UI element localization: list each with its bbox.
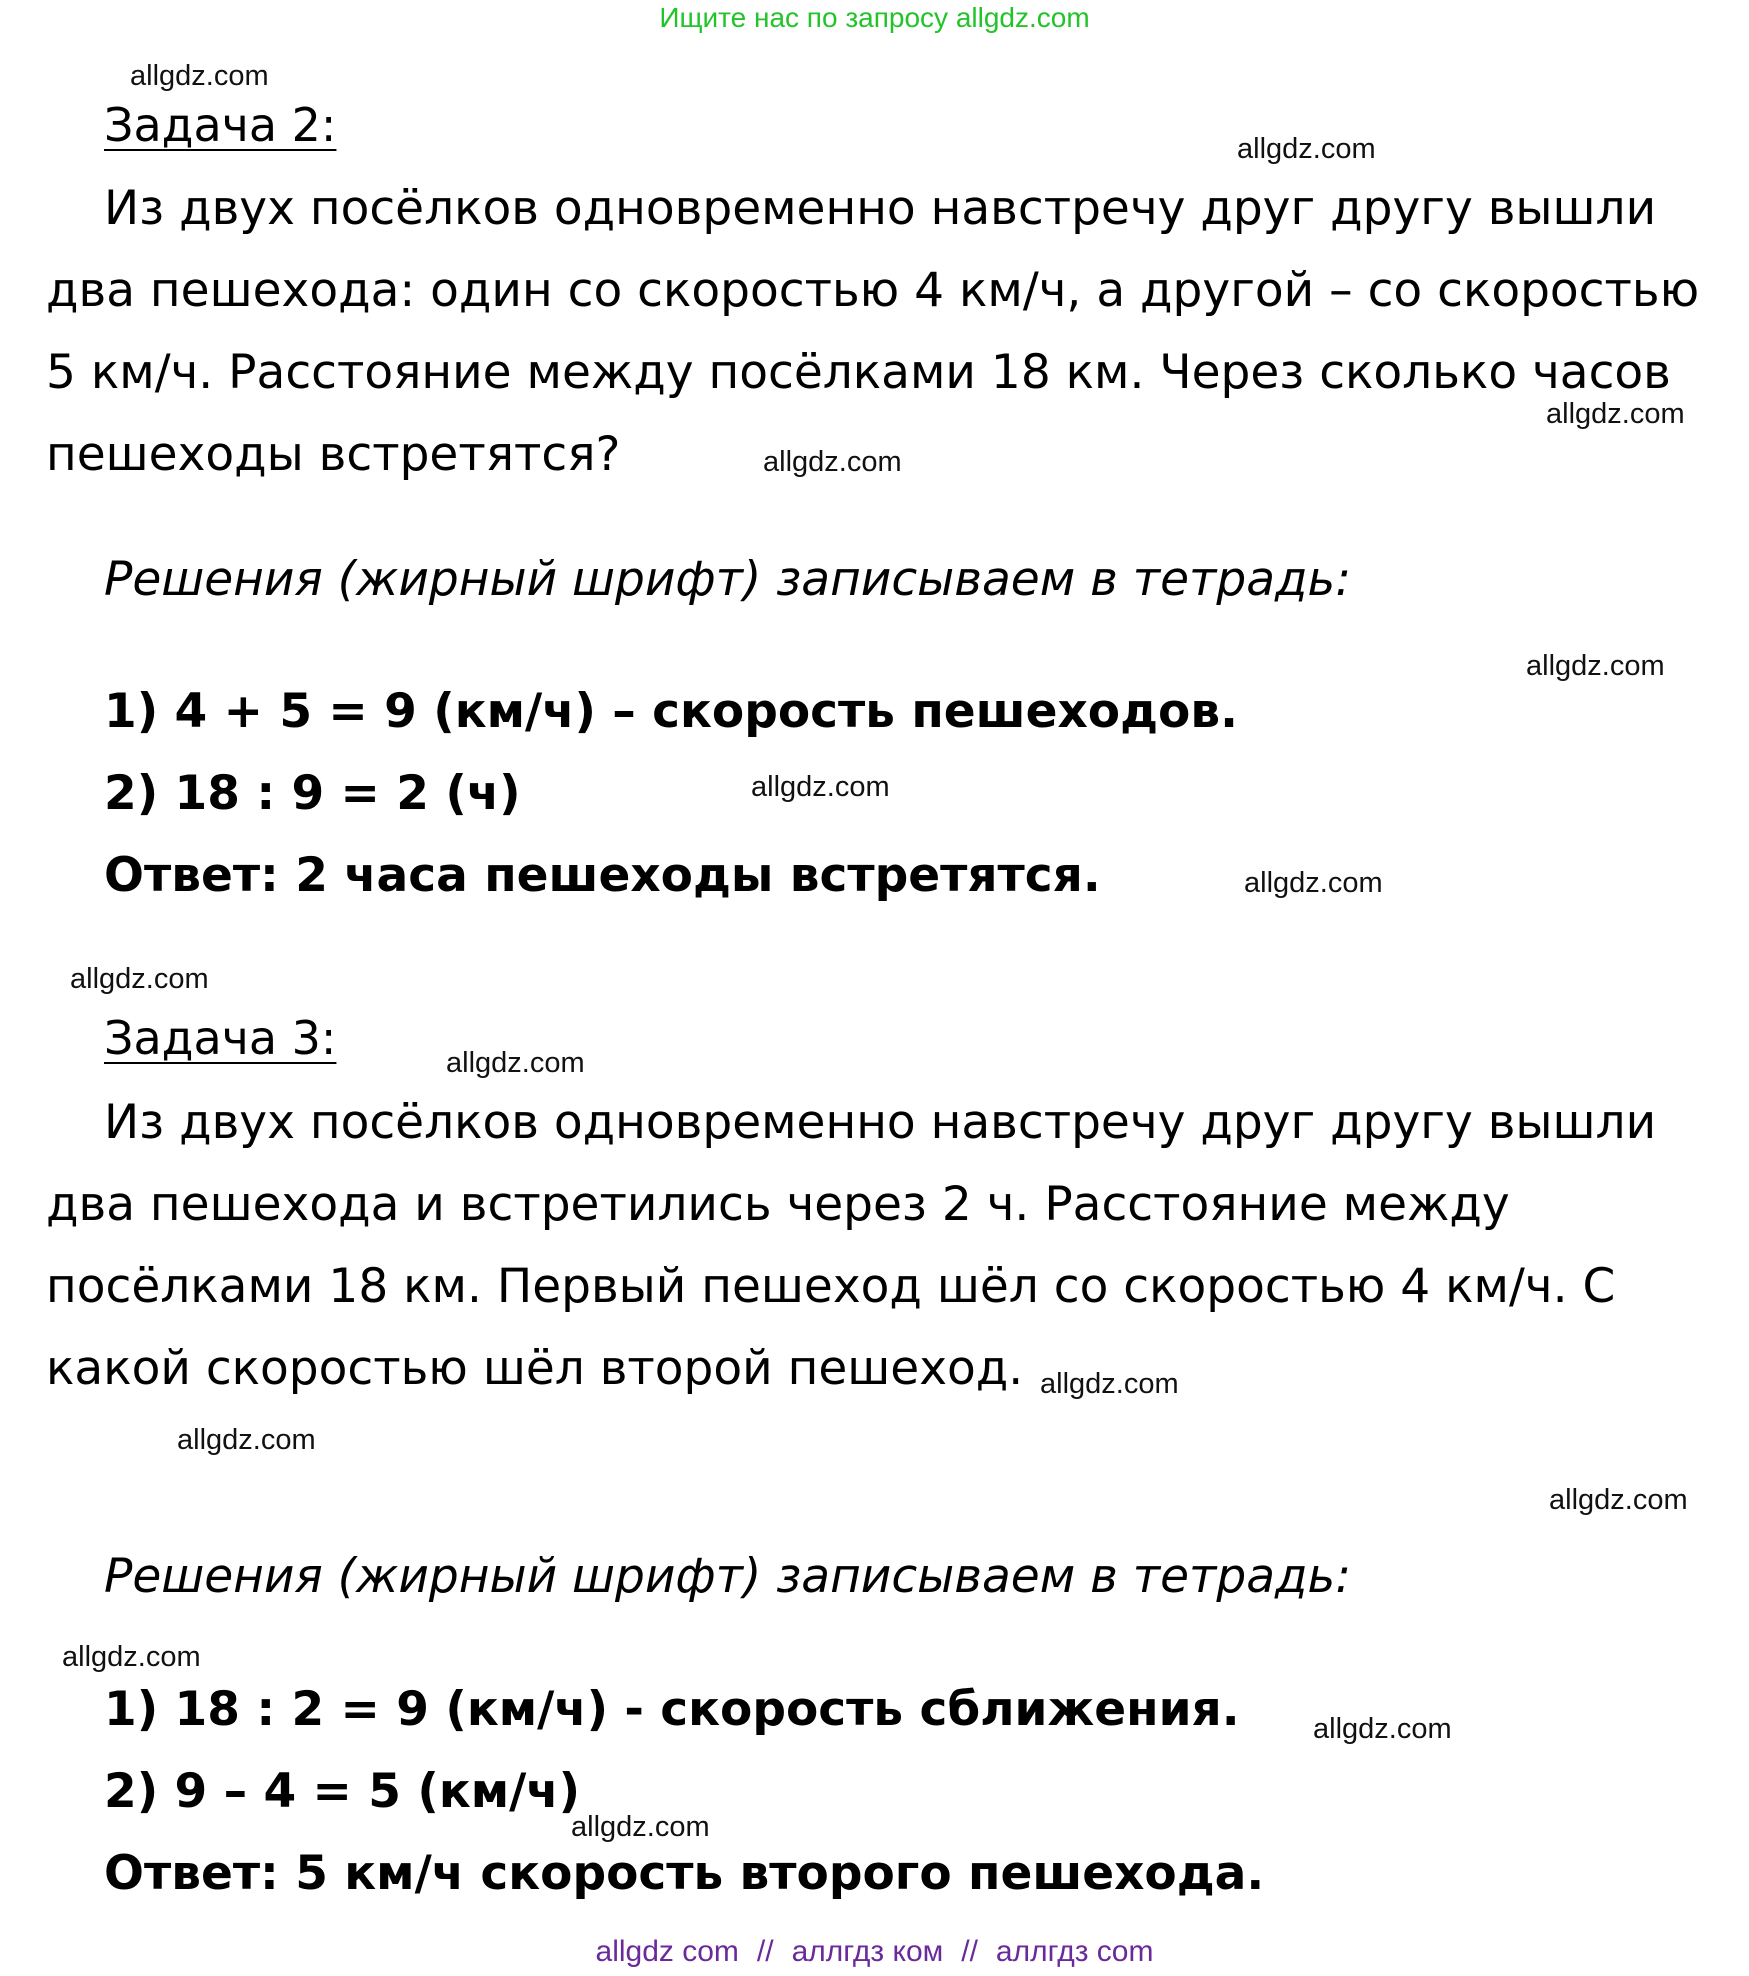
task2-line: два пешехода: один со скоростью 4 км/ч, а другой – со скоростью — [46, 263, 1700, 318]
task2-solution-step: 2) 18 : 9 = 2 (ч) — [104, 766, 521, 821]
watermark: allgdz.com — [177, 1424, 316, 1456]
watermark: allgdz.com — [571, 1811, 710, 1843]
task3-solution-step: 1) 18 : 2 = 9 (км/ч) - скорость сближения. — [104, 1682, 1240, 1737]
watermark: allgdz.com — [70, 963, 209, 995]
footer-link-allgdz[interactable]: allgdz com — [595, 1935, 739, 1968]
task2-line: 5 км/ч. Расстояние между посёлками 18 км. Через сколько часов — [46, 345, 1671, 400]
footer-link-cyrillic-com[interactable]: аллгдз com — [995, 1935, 1154, 1968]
task3-line: два пешехода и встретились через 2 ч. Расстояние между — [46, 1177, 1510, 1232]
task3-text — [46, 1082, 1726, 1410]
footer-links — [0, 1935, 1749, 1969]
task3-solution-step: 2) 9 – 4 = 5 (км/ч) — [104, 1764, 581, 1819]
watermark: allgdz.com — [1040, 1368, 1179, 1400]
task3-line: посёлками 18 км. Первый пешеход шёл со скоростью 4 км/ч. С — [46, 1259, 1616, 1314]
watermark: allgdz.com — [1546, 398, 1685, 430]
task3-answer: Ответ: 5 км/ч скорость второго пешехода. — [104, 1846, 1265, 1901]
task3-line: какой скоростью шёл второй пешеход. — [46, 1341, 1024, 1396]
task2-line: Из двух посёлков одновременно навстречу друг другу вышли — [104, 181, 1657, 236]
task3-note: Решения (жирный шрифт) записываем в тетрадь: — [104, 1549, 1352, 1604]
watermark: allgdz.com — [1313, 1713, 1452, 1745]
task3-title: Задача 3: — [104, 1011, 337, 1065]
task2-title: Задача 2: — [104, 98, 337, 152]
watermark: allgdz.com — [62, 1641, 201, 1673]
task2-note: Решения (жирный шрифт) записываем в тетрадь: — [104, 552, 1352, 607]
watermark: allgdz.com — [751, 771, 890, 803]
footer-separator: // — [756, 1935, 774, 1968]
footer-separator: // — [961, 1935, 978, 1968]
task2-solution-step: 1) 4 + 5 = 9 (км/ч) – скорость пешеходов. — [104, 684, 1238, 739]
watermark: allgdz.com — [446, 1047, 585, 1079]
watermark: allgdz.com — [1526, 650, 1665, 682]
watermark: allgdz.com — [130, 60, 269, 92]
task2-answer: Ответ: 2 часа пешеходы встретятся. — [104, 848, 1101, 903]
watermark: allgdz.com — [1549, 1484, 1688, 1516]
footer-link-cyrillic-kom[interactable]: аллгдз ком — [791, 1935, 944, 1968]
top-banner: Ищите нас по запросу allgdz.com — [659, 2, 1090, 33]
task2-text — [46, 168, 1726, 496]
watermark: allgdz.com — [763, 446, 902, 478]
watermark: allgdz.com — [1237, 133, 1376, 165]
task2-line: пешеходы встретятся? — [46, 427, 621, 482]
task3-line: Из двух посёлков одновременно навстречу друг другу вышли — [104, 1095, 1657, 1150]
watermark: allgdz.com — [1244, 867, 1383, 899]
